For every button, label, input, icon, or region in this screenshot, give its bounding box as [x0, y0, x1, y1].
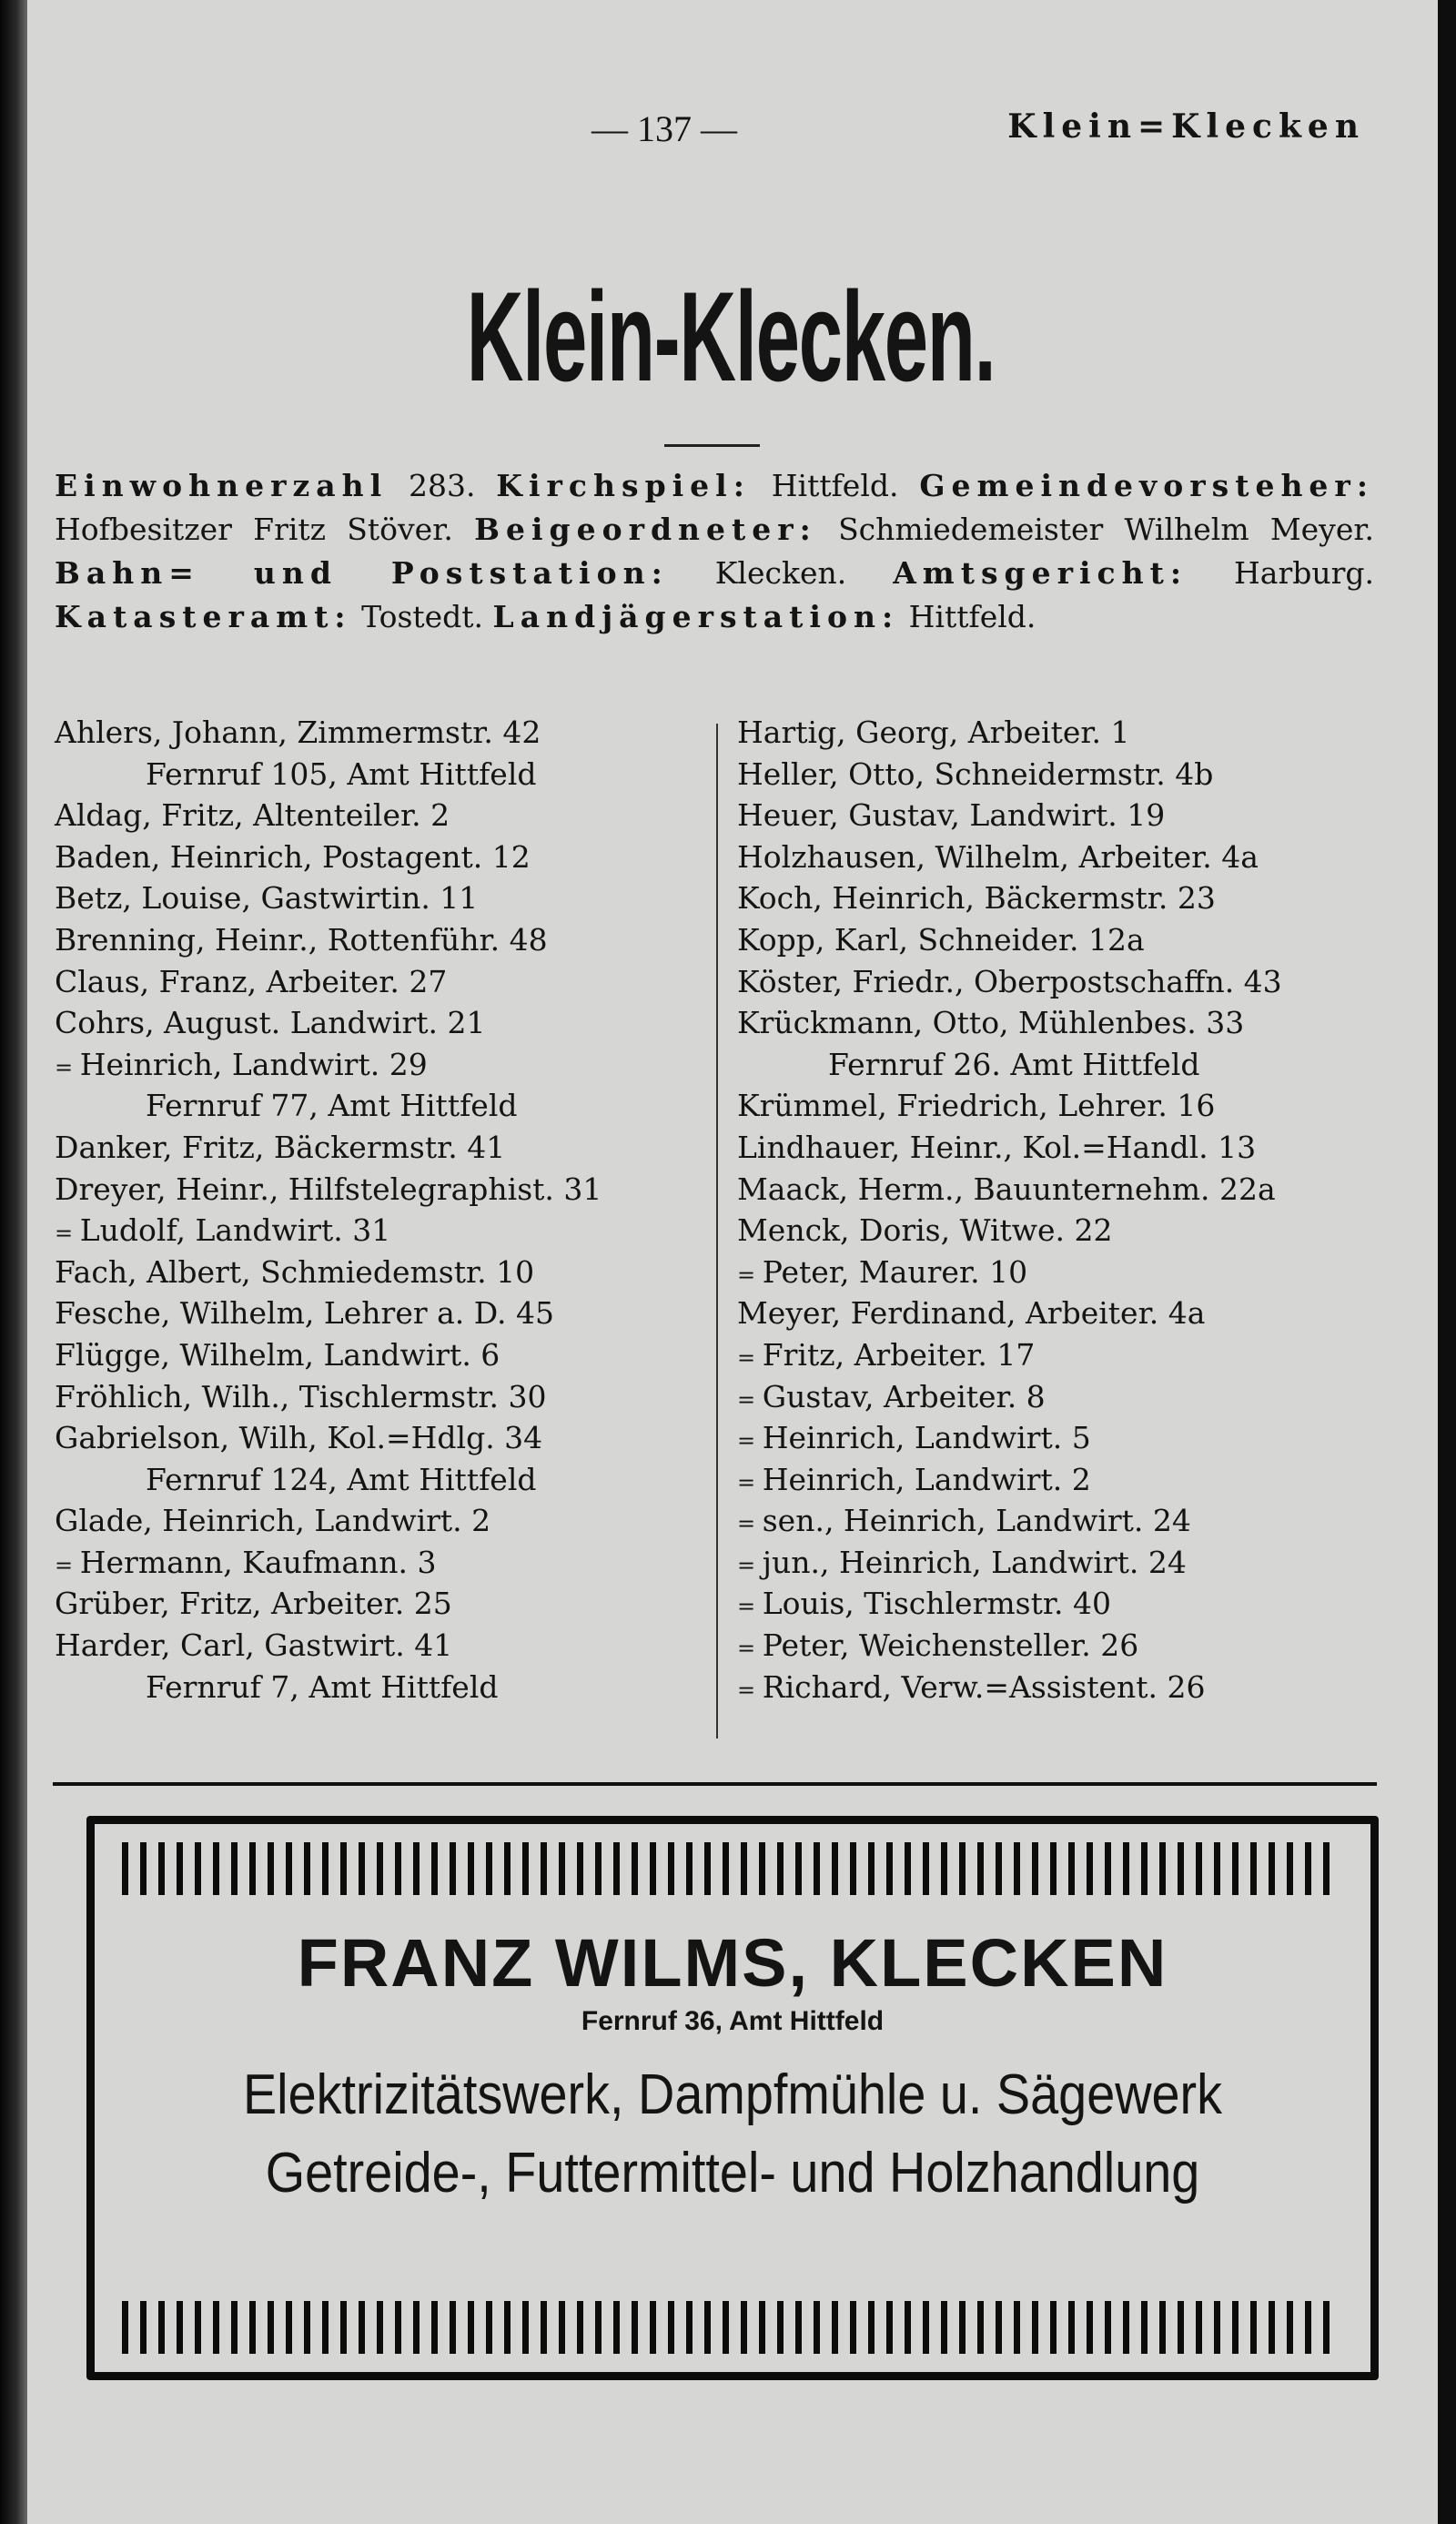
directory-entry: Fröhlich, Wilh., Tischlermstr. 30: [55, 1378, 547, 1414]
ad-phone: Fernruf 36, Amt Hittfeld: [581, 2006, 885, 2036]
page-title: Klein-Klecken.: [466, 265, 996, 408]
directory-entry: Fach, Albert, Schmiedemstr. 10: [55, 1253, 535, 1290]
ad-border-ornament-top: [122, 1842, 1341, 1895]
directory-entry: = Ludolf, Landwirt. 31: [55, 1210, 692, 1252]
directory-entry: = Peter, Weichensteller. 26: [737, 1625, 1392, 1667]
cadastre-label: Katasteramt:: [55, 599, 352, 634]
directory-entry: Claus, Franz, Arbeiter. 27: [55, 963, 448, 999]
page-binding-edge: [0, 0, 27, 2524]
mayor-value: Hofbesitzer Fritz Stöver.: [55, 512, 453, 547]
directory-entry: Krümmel, Friedrich, Lehrer. 16: [737, 1088, 1216, 1124]
directory-phone: Fernruf 77, Amt Hittfeld: [146, 1088, 518, 1124]
court-value: Harburg.: [1234, 555, 1374, 591]
station-value: Klecken.: [714, 555, 847, 591]
directory-phone: Fernruf 105, Amt Hittfeld: [146, 755, 537, 792]
directory-entry: Holzhausen, Wilhelm, Arbeiter. 4a: [737, 838, 1259, 875]
directory-entry: Heller, Otto, Schneidermstr. 4b: [737, 755, 1214, 792]
directory-entry: = jun., Heinrich, Landwirt. 24: [737, 1542, 1392, 1584]
directory-entry: Menck, Doris, Witwe. 22: [737, 1212, 1113, 1249]
directory-entry: Grüber, Fritz, Arbeiter. 25: [55, 1586, 452, 1622]
parish-value: Hittfeld.: [771, 468, 899, 503]
deputy-value: Schmiedemeister Wilhelm Meyer.: [838, 512, 1374, 547]
police-value: Hittfeld.: [908, 599, 1036, 634]
directory-entry: Maack, Herm., Bauunternehm. 22a: [737, 1171, 1276, 1207]
court-label: Amtsgericht:: [893, 555, 1188, 591]
directory-phone: Fernruf 26. Amt Hittfeld: [828, 1046, 1200, 1082]
directory-entry: = Hermann, Kaufmann. 3: [55, 1542, 692, 1584]
directory-page: [27, 0, 1438, 2524]
ad-firm-name: FRANZ WILMS, KLECKEN: [297, 1925, 1168, 2001]
municipality-info: [55, 464, 1374, 639]
directory-entry: Flügge, Wilhelm, Landwirt. 6: [55, 1336, 500, 1373]
population-value: 283.: [408, 468, 476, 503]
directory-entry: = Richard, Verw.=Assistent. 26: [737, 1667, 1392, 1708]
ad-services-line1: Elektrizitätswerk, Dampfmühle u. Sägewerk: [242, 2063, 1223, 2126]
running-title: Klein=Klecken: [1007, 107, 1365, 146]
directory-entry: = Gustav, Arbeiter. 8: [737, 1376, 1392, 1418]
directory-entry: Betz, Louise, Gastwirtin. 11: [55, 880, 479, 917]
directory-phone: Fernruf 7, Amt Hittfeld: [146, 1668, 499, 1705]
directory-entry: Baden, Heinrich, Postagent. 12: [55, 838, 531, 875]
directory-entry: Köster, Friedr., Oberpostschaffn. 43: [737, 963, 1282, 999]
directory-entry: Koch, Heinrich, Bäckermstr. 23: [737, 880, 1216, 917]
running-head: [27, 100, 1438, 155]
directory-entry: Danker, Fritz, Bäckermstr. 41: [55, 1129, 506, 1165]
directory-entry: Gabrielson, Wilh, Kol.=Hdlg. 34: [55, 1420, 543, 1456]
directory-entry: Harder, Carl, Gastwirt. 41: [55, 1627, 453, 1664]
directory-entry: Ahlers, Johann, Zimmermstr. 42: [55, 715, 541, 750]
ad-services-line2: Getreide-, Futtermittel- und Holzhandlung: [265, 2142, 1200, 2205]
directory-entry: Aldag, Fritz, Altenteiler. 2: [55, 797, 450, 834]
directory-phone: Fernruf 124, Amt Hittfeld: [146, 1461, 537, 1497]
page-number: — 137 —: [592, 108, 737, 149]
directory-entry: = Fritz, Arbeiter. 17: [737, 1334, 1392, 1376]
ad-border-ornament-bottom: [122, 2301, 1341, 2354]
directory-entry: Krückmann, Otto, Mühlenbes. 33: [737, 1005, 1245, 1041]
directory-right-column: [737, 712, 1392, 1708]
station-label: Bahn= und Poststation:: [55, 555, 669, 591]
column-divider: [716, 724, 718, 1738]
parish-label: Kirchspiel:: [496, 468, 751, 503]
deputy-label: Beigeordneter:: [474, 512, 817, 547]
cadastre-value: Tostedt.: [361, 599, 484, 634]
mayor-label: Gemeindevorsteher:: [919, 468, 1374, 503]
directory-entry: = Heinrich, Landwirt. 2: [737, 1459, 1392, 1501]
directory-entry: = Heinrich, Landwirt. 5: [737, 1417, 1392, 1459]
directory-entry: Hartig, Georg, Arbeiter. 1: [737, 715, 1130, 750]
directory-entry: Kopp, Karl, Schneider. 12a: [737, 921, 1145, 958]
directory-entry: = sen., Heinrich, Landwirt. 24: [737, 1500, 1392, 1542]
population-label: Einwohnerzahl: [55, 468, 389, 503]
section-divider: [53, 1782, 1377, 1786]
directory-entry: Cohrs, August. Landwirt. 21: [55, 1005, 486, 1041]
title-divider: [664, 444, 760, 447]
directory-entry: = Peter, Maurer. 10: [737, 1252, 1392, 1293]
directory-entry: Glade, Heinrich, Landwirt. 2: [55, 1503, 491, 1539]
directory-entry: Meyer, Ferdinand, Arbeiter. 4a: [737, 1295, 1206, 1332]
advertisement-box: [86, 1816, 1379, 2380]
directory-entry: Fesche, Wilhelm, Lehrer a. D. 45: [55, 1295, 555, 1332]
directory-entry: Lindhauer, Heinr., Kol.=Handl. 13: [737, 1129, 1257, 1165]
directory-entry: Dreyer, Heinr., Hilfstelegraphist. 31: [55, 1171, 602, 1207]
directory-entry: Heuer, Gustav, Landwirt. 19: [737, 797, 1166, 834]
police-label: Landjägerstation:: [492, 599, 900, 634]
directory-entry: = Louis, Tischlermstr. 40: [737, 1583, 1392, 1625]
directory-entry: = Heinrich, Landwirt. 29: [55, 1044, 692, 1086]
directory-entry: Brenning, Heinr., Rottenführ. 48: [55, 921, 548, 958]
directory-left-column: [55, 712, 692, 1708]
